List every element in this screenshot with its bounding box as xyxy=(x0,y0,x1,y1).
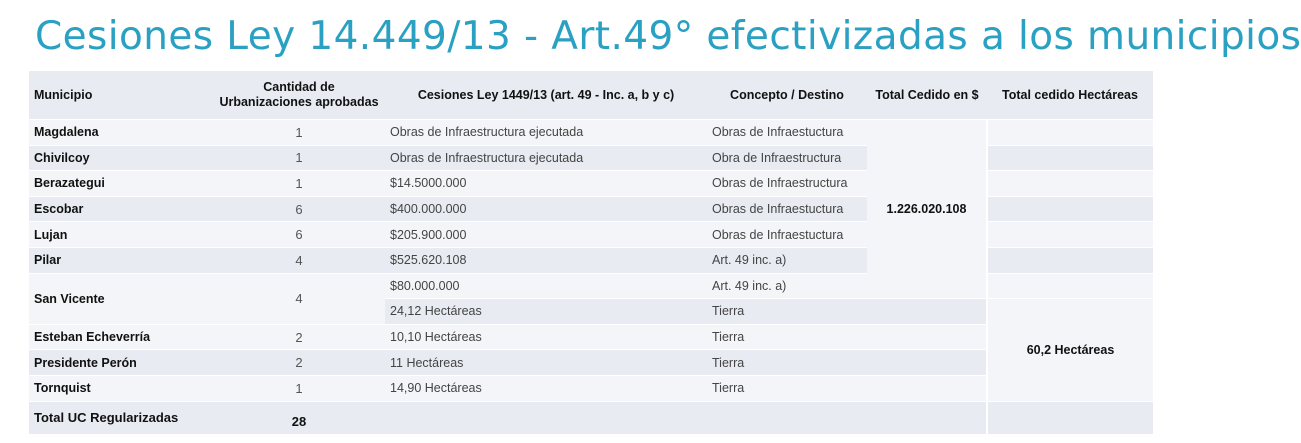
cell-empty xyxy=(707,401,867,434)
cell-cesion: 11 Hectáreas xyxy=(385,350,707,376)
cesiones-table xyxy=(29,71,1153,434)
cell-cantidad: 4 xyxy=(213,247,385,273)
table-row xyxy=(29,375,1153,401)
cell-pesos-empty xyxy=(867,375,987,401)
cell-concepto: Tierra xyxy=(707,375,867,401)
cell-pesos-empty xyxy=(867,299,987,325)
cell-concepto: Tierra xyxy=(707,299,867,325)
cell-municipio: Presidente Perón xyxy=(29,350,213,376)
total-label: Total UC Regularizadas xyxy=(29,401,213,434)
cell-municipio: Berazategui xyxy=(29,171,213,197)
cell-concepto: Art. 49 inc. a) xyxy=(707,273,867,299)
cell-total-hectareas: 60,2 Hectáreas xyxy=(987,299,1153,401)
cell-cesion: $400.000.000 xyxy=(385,196,707,222)
cell-municipio: San Vicente xyxy=(29,273,213,324)
cell-hectareas-empty xyxy=(987,247,1153,273)
table-row-total xyxy=(29,401,1153,434)
total-value: 28 xyxy=(213,401,385,434)
cell-pesos-empty xyxy=(867,350,987,376)
cell-municipio: Pilar xyxy=(29,247,213,273)
table-row xyxy=(29,324,1153,350)
cell-cantidad: 6 xyxy=(213,196,385,222)
cell-hectareas-empty xyxy=(987,120,1153,146)
cell-municipio: Esteban Echeverría xyxy=(29,324,213,350)
cell-total-pesos: 1.226.020.108 xyxy=(867,120,987,299)
cell-cantidad: 1 xyxy=(213,145,385,171)
table-row xyxy=(29,350,1153,376)
header-total-pesos: Total Cedido en $ xyxy=(867,71,987,120)
cell-cantidad: 1 xyxy=(213,375,385,401)
cell-cesion: $205.900.000 xyxy=(385,222,707,248)
header-cesiones: Cesiones Ley 1449/13 (art. 49 - Inc. a, b y c) xyxy=(385,71,707,120)
header-cantidad: Cantidad de Urbanizaciones aprobadas xyxy=(213,71,385,120)
cell-cantidad: 2 xyxy=(213,324,385,350)
cell-empty xyxy=(385,401,707,434)
cell-concepto: Obras de Infraestructura xyxy=(707,171,867,197)
cell-concepto: Obras de Infraestuctura xyxy=(707,222,867,248)
cell-hectareas-empty xyxy=(987,196,1153,222)
cell-cantidad: 4 xyxy=(213,273,385,324)
cell-empty xyxy=(987,401,1153,434)
cell-empty xyxy=(867,401,987,434)
cell-cantidad: 1 xyxy=(213,171,385,197)
cell-concepto: Art. 49 inc. a) xyxy=(707,247,867,273)
cell-hectareas-empty xyxy=(987,273,1153,299)
cell-cantidad: 1 xyxy=(213,120,385,146)
cell-municipio: Chivilcoy xyxy=(29,145,213,171)
cell-cesion: $525.620.108 xyxy=(385,247,707,273)
cell-concepto: Obras de Infraestuctura xyxy=(707,120,867,146)
cell-pesos-empty xyxy=(867,324,987,350)
cell-concepto: Tierra xyxy=(707,324,867,350)
header-municipio: Municipio xyxy=(29,71,213,120)
header-total-hectareas: Total cedido Hectáreas xyxy=(987,71,1153,120)
table-row xyxy=(29,120,1153,146)
cell-cantidad: 2 xyxy=(213,350,385,376)
cell-cesion: 24,12 Hectáreas xyxy=(385,299,707,325)
cell-cesion: $80.000.000 xyxy=(385,273,707,299)
cell-cesion: 14,90 Hectáreas xyxy=(385,375,707,401)
table-header xyxy=(29,71,1153,120)
cell-cesion: $14.5000.000 xyxy=(385,171,707,197)
cell-concepto: Obras de Infraestuctura xyxy=(707,196,867,222)
cell-cesion: Obras de Infraestructura ejecutada xyxy=(385,145,707,171)
cell-municipio: Escobar xyxy=(29,196,213,222)
cell-municipio: Magdalena xyxy=(29,120,213,146)
cell-municipio: Lujan xyxy=(29,222,213,248)
cell-cantidad: 6 xyxy=(213,222,385,248)
cell-cesion: 10,10 Hectáreas xyxy=(385,324,707,350)
cell-municipio: Tornquist xyxy=(29,375,213,401)
page-title: Cesiones Ley 14.449/13 - Art.49° efectivizadas a los municipios xyxy=(35,14,1301,59)
cell-cesion: Obras de Infraestructura ejecutada xyxy=(385,120,707,146)
cell-concepto: Obra de Infraestructura xyxy=(707,145,867,171)
cell-concepto: Tierra xyxy=(707,350,867,376)
cell-hectareas-empty xyxy=(987,222,1153,248)
cell-hectareas-empty xyxy=(987,145,1153,171)
header-concepto: Concepto / Destino xyxy=(707,71,867,120)
cell-hectareas-empty xyxy=(987,171,1153,197)
